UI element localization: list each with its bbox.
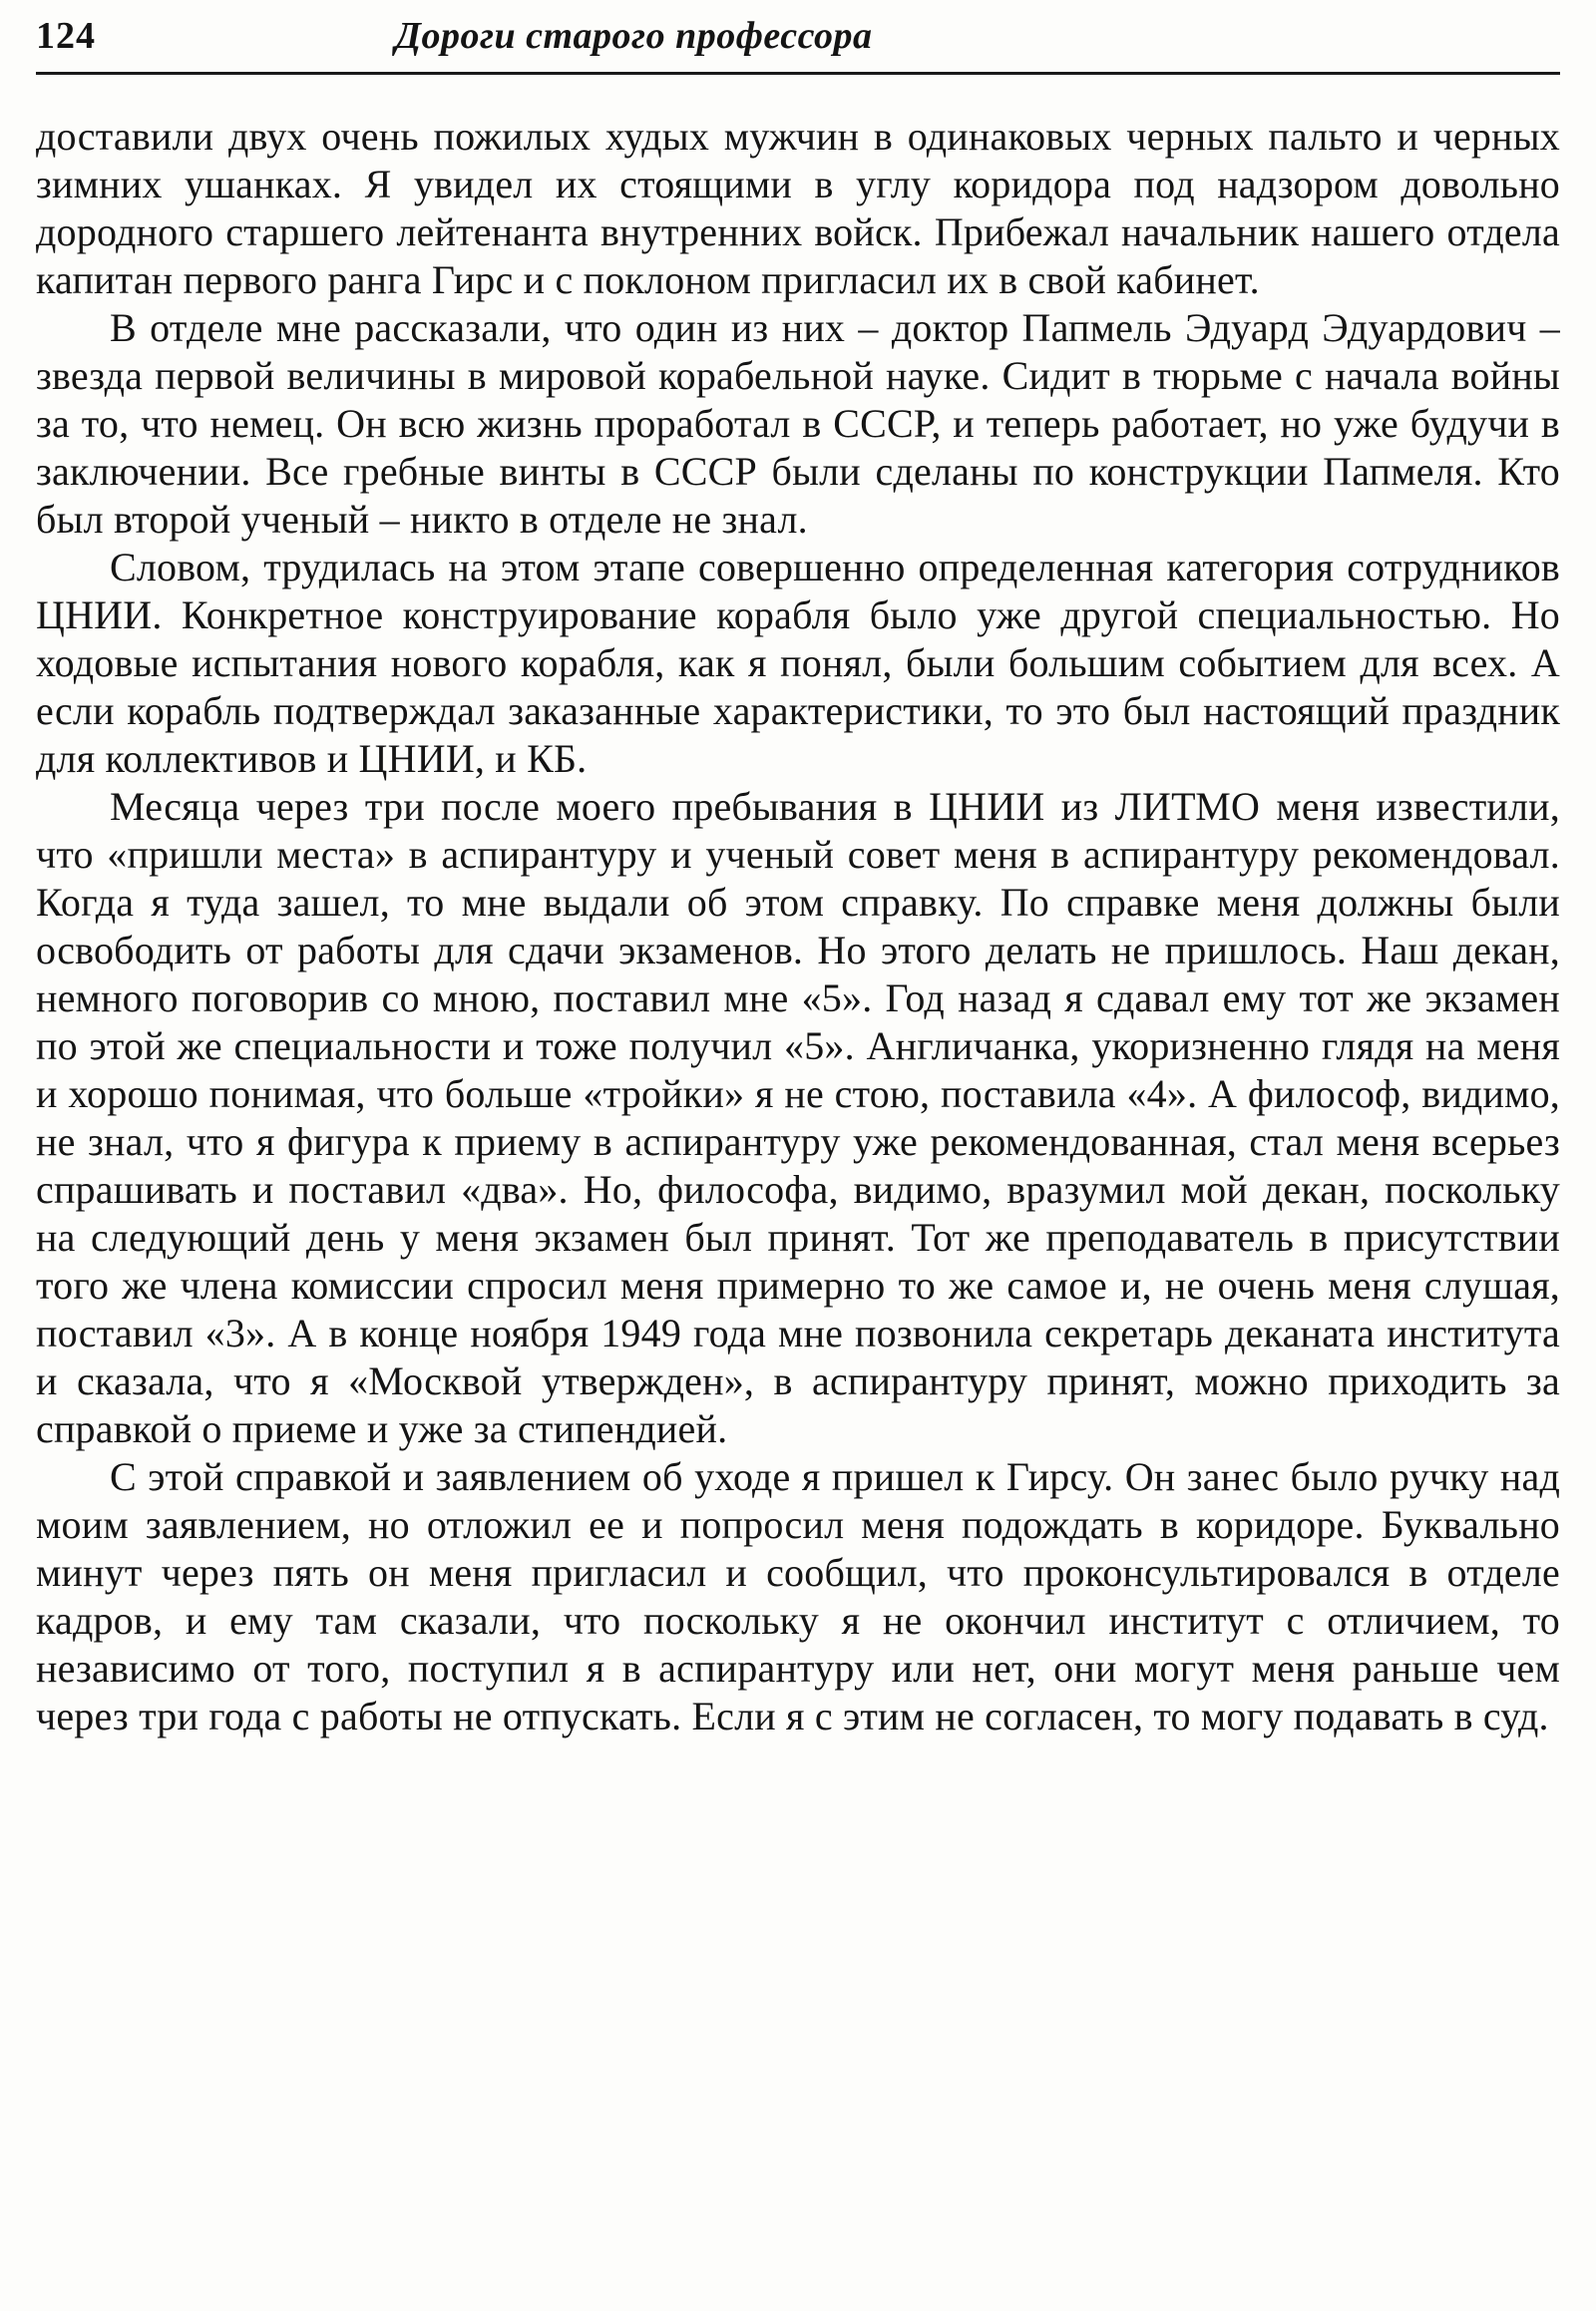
header-rule — [36, 72, 1560, 75]
paragraph: Словом, трудилась на этом этапе совершенно определенная категория сотрудников ЦНИИ. Конкретное конструирование корабля было уже другой специальностью. Но ходовые испытания нового корабля, как я понял, были большим событием для всех. А если корабль подтверждал заказанные характеристики, то это был настоящий праздник для коллективов и ЦНИИ, и КБ. — [36, 545, 1560, 781]
paragraph: С этой справкой и заявлением об уходе я пришел к Гирсу. Он занес было ручку над моим заявлением, но отложил ее и попросил меня подождать в коридоре. Буквально минут через пять он меня пригласил и сообщил, что проконсультировался в отделе кадров, и ему там сказали, что поскольку я не окончил институт с отличием, то независимо от того, поступил я в аспирантуру или нет, они могут меня раньше чем через три года с работы не отпускать. Если я с этим не согласен, то могу подавать в суд. — [36, 1454, 1560, 1738]
text-block — [36, 113, 1560, 1740]
paragraph: В отделе мне рассказали, что один из них – доктор Папмель Эдуард Эдуардович – звезда первой величины в мировой корабельной науке. Сидит в тюрьме с начала войны за то, что немец. Он всю жизнь проработал в СССР, и теперь работает, но уже будучи в заключении. Все гребные винты в СССР были сделаны по конструкции Папмеля. Кто был второй ученый – никто в отделе не знал. — [36, 305, 1560, 542]
running-title: Дороги старого профессора — [395, 15, 873, 57]
paragraph: доставили двух очень пожилых худых мужчин в одинаковых черных пальто и черных зимних ушанках. Я увидел их стоящими в углу коридора под надзором довольно дородного старшего лейтенанта внутренних войск. Прибежал начальник нашего отдела капитан первого ранга Гирс и с поклоном пригласил их в свой кабинет. — [36, 114, 1560, 302]
paragraph: Месяца через три после моего пребывания в ЦНИИ из ЛИТМО меня известили, что «пришли места» в аспирантуру и ученый совет меня в аспирантуру рекомендовал. Когда я туда зашел, то мне выдали об этом справку. По справке меня должны были освободить от работы для сдачи экзаменов. Но этого делать не пришлось. Наш декан, немного поговорив со мною, поставил мне «5». Год назад я сдавал ему тот же экзамен по этой же специальности и тоже получил «5». Англичанка, укоризненно глядя на меня и хорошо понимая, что больше «тройки» я не стою, поставила «4». А философ, видимо, не знал, что я фигура к приему в аспирантуру уже рекомендованная, стал меня всерьез спрашивать и поставил «два». Но, философа, видимо, вразумил мой декан, поскольку на следующий день у меня экзамен был принят. Тот же преподаватель в присутствии того же члена комиссии спросил меня примерно то же самое и, не очень меня слушая, поставил «3». А в конце ноября 1949 года мне позвонила секретарь деканата института и сказала, что я «Москвой утвержден», в аспирантуру принят, можно приходить за справкой о приеме и уже за стипендией. — [36, 784, 1560, 1451]
page-number: 124 — [36, 15, 96, 57]
page-header — [36, 14, 1560, 64]
